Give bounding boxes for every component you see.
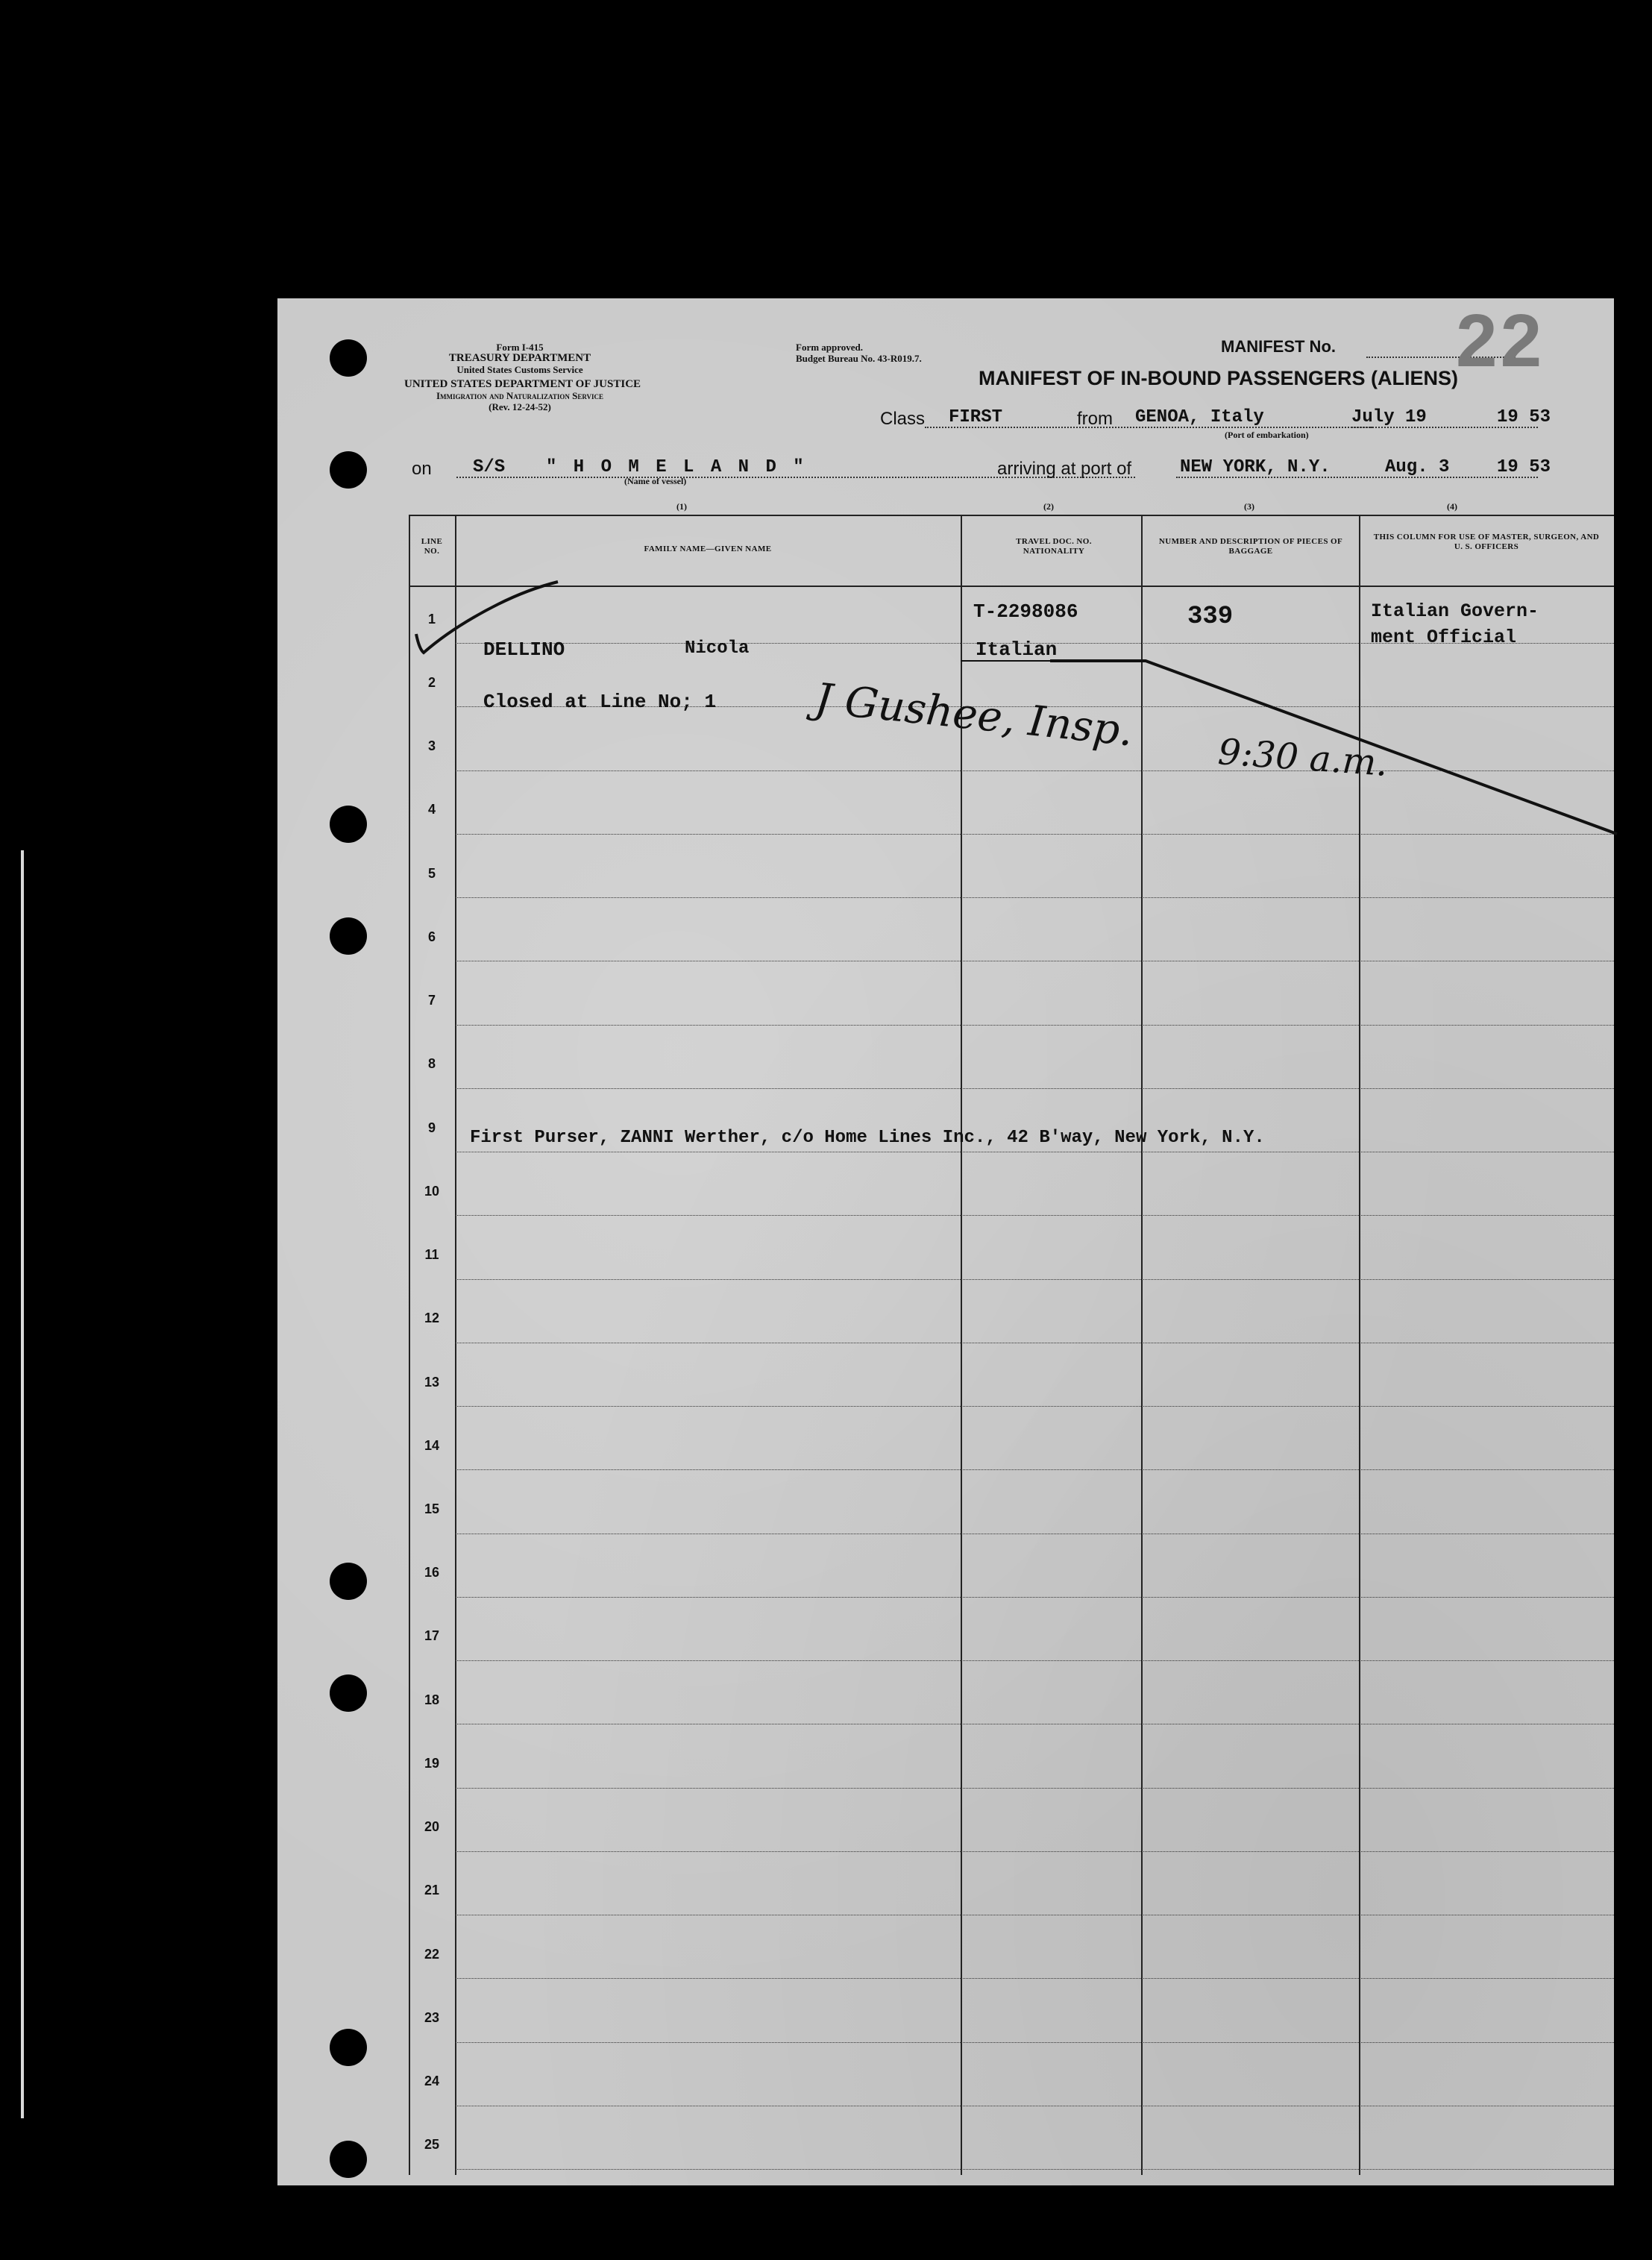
header-name: FAMILY NAME—GIVEN NAME xyxy=(644,544,772,553)
row-rule xyxy=(455,1851,1614,1852)
header-travel-doc: TRAVEL DOC. NO. NATIONALITY xyxy=(1016,537,1092,556)
row-rule xyxy=(455,1406,1614,1407)
form-number: Form I-415 xyxy=(496,342,544,353)
col-4-number: (4) xyxy=(1447,501,1457,512)
row-rule xyxy=(455,1788,1614,1789)
closing-strokes xyxy=(409,515,1614,873)
line-number: 6 xyxy=(427,929,436,944)
treasury-dept: TREASURY DEPARTMENT xyxy=(448,352,591,364)
arriving-label: arriving at port of xyxy=(997,459,1132,479)
row1-given-name: Nicola xyxy=(685,638,750,659)
line-number: 11 xyxy=(424,1247,439,1263)
arrival-line xyxy=(1176,477,1538,478)
film-edge-strip xyxy=(21,850,24,2118)
punch-hole xyxy=(330,917,367,955)
arrival-date: Aug. 3 xyxy=(1385,457,1450,477)
header-line-no: LINE NO. xyxy=(421,537,443,556)
checkmark-stroke xyxy=(416,582,558,653)
customs-service: United States Customs Service xyxy=(456,364,583,375)
row-rule xyxy=(455,1978,1614,1979)
line-number: 3 xyxy=(427,738,436,754)
ins-service: Immigration and Naturalization Service xyxy=(436,390,604,401)
row-rule xyxy=(455,1469,1614,1470)
row1-officer-note-2: ment Official xyxy=(1371,627,1517,648)
col-1-number: (1) xyxy=(676,501,687,512)
departure-date: July 19 xyxy=(1351,407,1427,427)
punch-hole xyxy=(330,1563,367,1600)
line-number: 12 xyxy=(424,1311,440,1326)
line-number: 17 xyxy=(424,1628,440,1644)
row1-travel-doc: T-2298086 xyxy=(973,600,1078,623)
line-number: 20 xyxy=(424,1819,440,1835)
header-officers: THIS COLUMN FOR USE OF MASTER, SURGEON, AND U. S. OFFICERS xyxy=(1373,533,1600,551)
line-number: 13 xyxy=(424,1374,440,1390)
punch-hole xyxy=(330,451,367,489)
closed-at-line: Closed at Line No; 1 xyxy=(483,691,717,713)
line-number: 2 xyxy=(427,674,436,690)
punch-hole xyxy=(330,2029,367,2066)
purser-line: First Purser, ZANNI Werther, c/o Home Lines Inc., 42 B'way, New York, N.Y. xyxy=(470,1128,1265,1148)
line-number: 18 xyxy=(424,1692,440,1707)
line-number: 23 xyxy=(424,2009,440,2025)
row-rule xyxy=(455,1215,1614,1216)
punch-hole xyxy=(330,1674,367,1712)
row-rule xyxy=(455,1025,1614,1026)
row1-officer-note-1: Italian Govern- xyxy=(1371,600,1539,622)
ship-prefix: S/S xyxy=(473,457,506,477)
line-number: 14 xyxy=(424,1437,440,1453)
line-number: 22 xyxy=(424,1946,440,1962)
port-caption: (Port of embarkation) xyxy=(1225,430,1309,440)
agency-block xyxy=(408,342,632,375)
col-3-number: (3) xyxy=(1244,501,1254,512)
manifest-sheet xyxy=(277,298,1614,2185)
approval-block xyxy=(796,342,922,364)
line-number: 21 xyxy=(424,1883,440,1898)
ship-caption: (Name of vessel) xyxy=(624,476,687,486)
line-number: 1 xyxy=(427,611,436,627)
arrival-port: NEW YORK, N.Y. xyxy=(1180,457,1331,477)
line-number: 5 xyxy=(427,865,436,881)
row-rule xyxy=(455,2042,1614,2043)
justice-block xyxy=(404,378,641,412)
row1-family-name: DELLINO xyxy=(483,638,565,661)
line-number: 10 xyxy=(424,1183,440,1199)
inspector-signature: J Gushee, Insp. xyxy=(812,674,1136,756)
ship-name: " H O M E L A N D " xyxy=(546,457,807,477)
embarkation-port: GENOA, Italy xyxy=(1135,407,1264,427)
from-label: from xyxy=(1077,409,1113,429)
col-2-number: (2) xyxy=(1043,501,1054,512)
revision: (Rev. 12-24-52) xyxy=(489,401,551,412)
arrival-year: 19 53 xyxy=(1497,457,1551,477)
line-number: 8 xyxy=(427,1056,436,1072)
inspection-time: 9:30 a.m. xyxy=(1216,731,1389,785)
line-number: 25 xyxy=(424,2137,440,2153)
justice-dept: UNITED STATES DEPARTMENT OF JUSTICE xyxy=(404,378,641,390)
passenger-table xyxy=(409,515,1614,2175)
line-number: 16 xyxy=(424,1565,440,1581)
row-rule xyxy=(455,1279,1614,1280)
line-number: 4 xyxy=(427,802,436,817)
line-number: 9 xyxy=(427,1120,436,1135)
line-number: 7 xyxy=(427,993,436,1008)
diagonal-closing-line xyxy=(1050,661,1617,834)
line-number: 15 xyxy=(424,1501,440,1516)
row1-nationality: Italian xyxy=(976,638,1058,661)
row-rule xyxy=(455,1660,1614,1661)
header-baggage: NUMBER AND DESCRIPTION OF PIECES OF BAGGAGE xyxy=(1158,537,1343,556)
row-rule xyxy=(455,897,1614,898)
on-label: on xyxy=(412,459,432,479)
punch-hole xyxy=(330,339,367,377)
punch-hole xyxy=(330,806,367,843)
class-label: Class xyxy=(880,409,926,429)
page-title: MANIFEST OF IN-BOUND PASSENGERS (ALIENS) xyxy=(979,367,1459,389)
row-rule xyxy=(455,1597,1614,1598)
punch-hole xyxy=(330,2141,367,2178)
line-number: 19 xyxy=(424,1755,440,1771)
budget-number: Budget Bureau No. 43-R019.7. xyxy=(796,353,922,364)
row-rule xyxy=(455,2169,1614,2170)
form-approved: Form approved. xyxy=(796,342,864,353)
manifest-number-stamp: 22 xyxy=(1456,299,1545,383)
row1-baggage: 339 xyxy=(1187,603,1234,631)
row-rule xyxy=(455,1088,1614,1089)
line-number: 24 xyxy=(424,2074,440,2089)
departure-year: 19 53 xyxy=(1497,407,1551,427)
manifest-number-label: MANIFEST No. xyxy=(1221,337,1336,356)
class-value: FIRST xyxy=(949,407,1003,427)
